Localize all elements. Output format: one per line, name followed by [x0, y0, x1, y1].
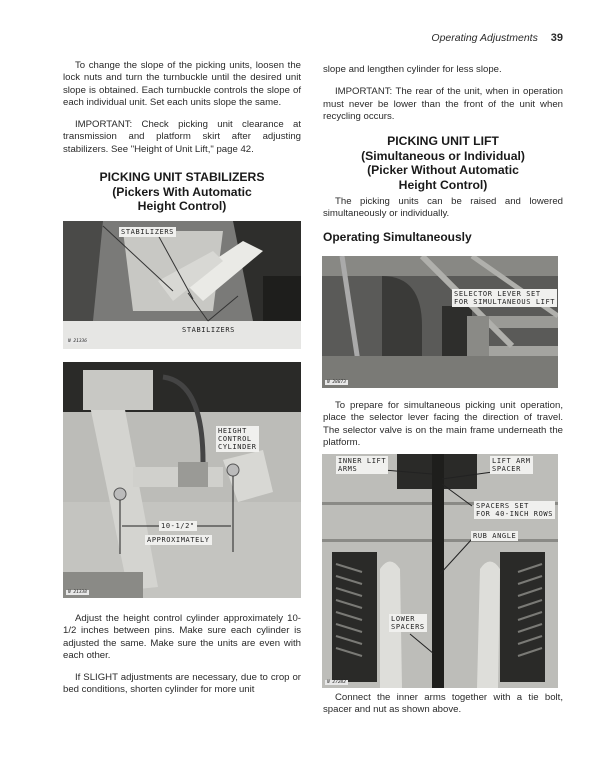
right-bottom-text: [323, 692, 563, 717]
paragraph-important-clearance: IMPORTANT: Check picking unit clearance at transmission and platform skirt after adjusting stabilizers. See "Height of Unit Lift," page 42.: [63, 119, 301, 155]
heading-line: (Picker Without Automatic: [367, 163, 519, 177]
paragraph-prepare-simultaneous: To prepare for simultaneous picking unit operation, place the selector lever facing the direction of travel. The selector valve is on the main frame underneath the platform.: [323, 400, 563, 448]
heading-line: Height Control): [137, 199, 227, 213]
paragraph-slight-adjustments: If SLIGHT adjustments are necessary, due to crop or bed conditions, shorten cylinder for more unit: [63, 672, 301, 696]
heading-line: (Simultaneous or Individual): [361, 148, 525, 163]
figure-number: N 21336: [68, 339, 87, 344]
callout-height-control-cylinder: HEIGHT CONTROL CYLINDER: [218, 427, 257, 451]
callout-stabilizers-top: STABILIZERS: [121, 228, 174, 236]
callout-stabilizers-bottom: STABILIZERS: [182, 326, 235, 334]
callout-inner-lift-arms: INNER LIFT ARMS: [338, 457, 387, 473]
callout-dimension: 10-1/2": [161, 522, 195, 530]
paragraph-important-rear: IMPORTANT: The rear of the unit, when in operation must never be lower than the front of the unit when recycling occurs.: [323, 86, 563, 122]
paragraph-slope-continued: slope and lengthen cylinder for less slope.: [323, 64, 502, 75]
heading-stabilizers: [63, 170, 301, 214]
subheading-operating-simultaneously: Operating Simultaneously: [323, 229, 472, 244]
figure-number: N 28873: [327, 380, 346, 385]
selector-lever-photo-art: [322, 256, 558, 388]
right-selector-text: [323, 400, 563, 449]
inner-lift-arms-photo-art: [322, 454, 558, 688]
callout-spacers-40-inch-rows: SPACERS SET FOR 40-INCH ROWS: [476, 502, 554, 518]
figure-inner-lift-arms-photo: [322, 454, 558, 688]
heading-unit-lift: [323, 134, 563, 192]
right-intro: [323, 64, 563, 123]
figure-number: N 21338: [68, 590, 87, 595]
left-bottom-text: [63, 613, 301, 697]
figure-number: N 27282: [327, 680, 346, 685]
heading-line: Height Control): [398, 177, 488, 192]
callout-lower-spacers: LOWER SPACERS: [391, 615, 425, 631]
left-intro: [63, 60, 301, 156]
paragraph-raise-lower: The picking units can be raised and lowered simultaneously or individually.: [323, 196, 563, 220]
callout-selector-lever: SELECTOR LEVER SET FOR SIMULTANEOUS LIFT: [454, 290, 556, 306]
height-control-photo-art: [63, 362, 301, 598]
figure-selector-lever-photo: [322, 256, 558, 388]
figure-height-control-photo: [63, 362, 301, 598]
heading-line: PICKING UNIT STABILIZERS: [99, 170, 265, 184]
callout-rub-angle: RUB ANGLE: [473, 532, 517, 540]
paragraph-adjust-cylinder: Adjust the height control cylinder approximately 10-1/2 inches between pins. Make sure each cylinder is adjusted the same. Make sure the units are even with each other.: [63, 613, 301, 661]
heading-line: PICKING UNIT LIFT: [387, 134, 499, 148]
running-header: [431, 32, 563, 44]
callout-approximately: APPROXIMATELY: [147, 536, 210, 544]
paragraph-slope-change: To change the slope of the picking units, loosen the lock nuts and turn the turnbuckle until the desired unit slope is obtained. Each turnbuckle controls the slope of each individual unit. Set each units slope the same.: [63, 60, 301, 108]
page-number: 39: [550, 32, 563, 44]
section-title: Operating Adjustments: [431, 32, 538, 44]
paragraph-connect-inner-arms: Connect the inner arms together with a tie bolt, spacer and nut as shown above.: [323, 692, 563, 716]
callout-lift-arm-spacer: LIFT ARM SPACER: [492, 457, 531, 473]
heading-line: (Pickers With Automatic: [112, 184, 252, 199]
figure-stabilizers-photo: [63, 221, 301, 349]
right-lift-intro: [323, 196, 563, 244]
